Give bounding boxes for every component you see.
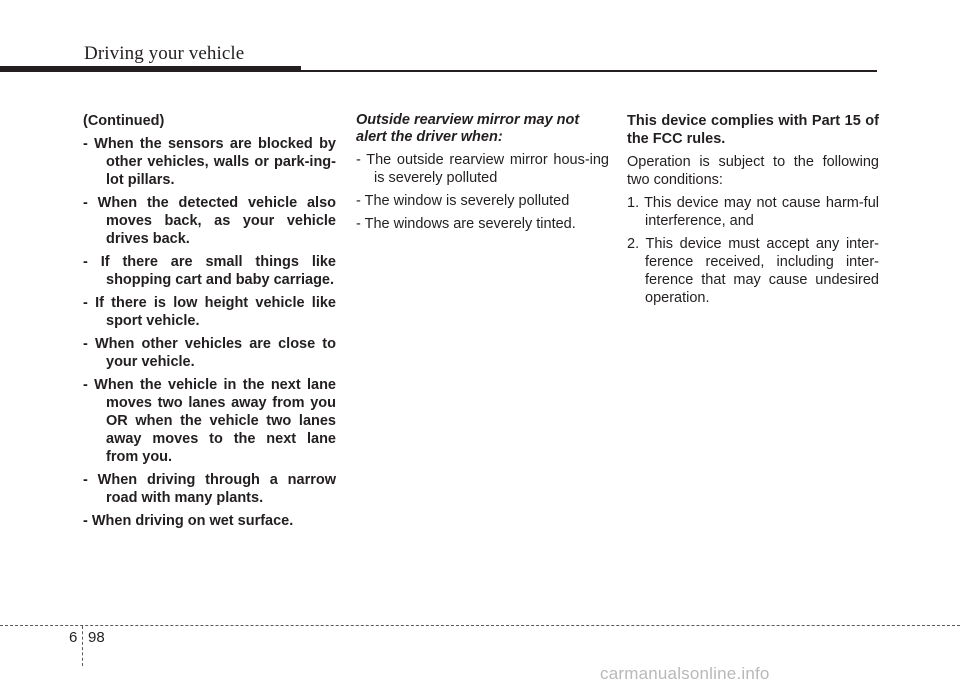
continued-label: (Continued) bbox=[83, 113, 165, 129]
column-right bbox=[627, 112, 879, 312]
fcc-compliance-statement: This device complies with Part 15 of the FCC rules. bbox=[627, 113, 879, 147]
list-item: - When the vehicle in the next lane moves two lanes away from you OR when the vehicle two lanes away moves to the next lane from you. bbox=[83, 377, 336, 465]
footer-divider bbox=[82, 626, 83, 666]
column-middle bbox=[356, 112, 609, 238]
conditions-intro: Operation is subject to the following two conditions: bbox=[627, 154, 879, 188]
section-heading: Outside rearview mirror may not alert the driver when: bbox=[356, 112, 580, 145]
list-item: - When driving through a narrow road with many plants. bbox=[83, 472, 336, 506]
list-item: - When other vehicles are close to your vehicle. bbox=[83, 336, 336, 370]
list-item: - The window is severely polluted bbox=[356, 193, 570, 209]
watermark: carmanualsonline.info bbox=[600, 664, 770, 683]
list-item: 2. This device must accept any inter-ference received, including inter-ference that may cause undesired operation. bbox=[627, 236, 879, 306]
header-rule bbox=[301, 70, 877, 72]
list-item: - When driving on wet surface. bbox=[83, 513, 294, 529]
page-number: 98 bbox=[88, 629, 105, 646]
list-item: - If there are small things like shopping cart and baby carriage. bbox=[83, 254, 336, 288]
list-item: - When the sensors are blocked by other vehicles, walls or park-ing-lot pillars. bbox=[83, 136, 336, 188]
list-item: - The windows are severely tinted. bbox=[356, 216, 576, 232]
list-item: - When the detected vehicle also moves back, as your vehicle drives back. bbox=[83, 195, 336, 247]
header-title: Driving your vehicle bbox=[84, 43, 245, 64]
header-bar bbox=[0, 66, 301, 72]
chapter-number: 6 bbox=[69, 629, 78, 646]
list-item: 1. This device may not cause harm-ful interference, and bbox=[627, 195, 879, 229]
list-item: - If there is low height vehicle like sport vehicle. bbox=[83, 295, 336, 329]
column-left bbox=[83, 112, 336, 535]
list-item: - The outside rearview mirror hous-ing is severely polluted bbox=[356, 152, 609, 186]
footer-rule bbox=[0, 625, 960, 626]
